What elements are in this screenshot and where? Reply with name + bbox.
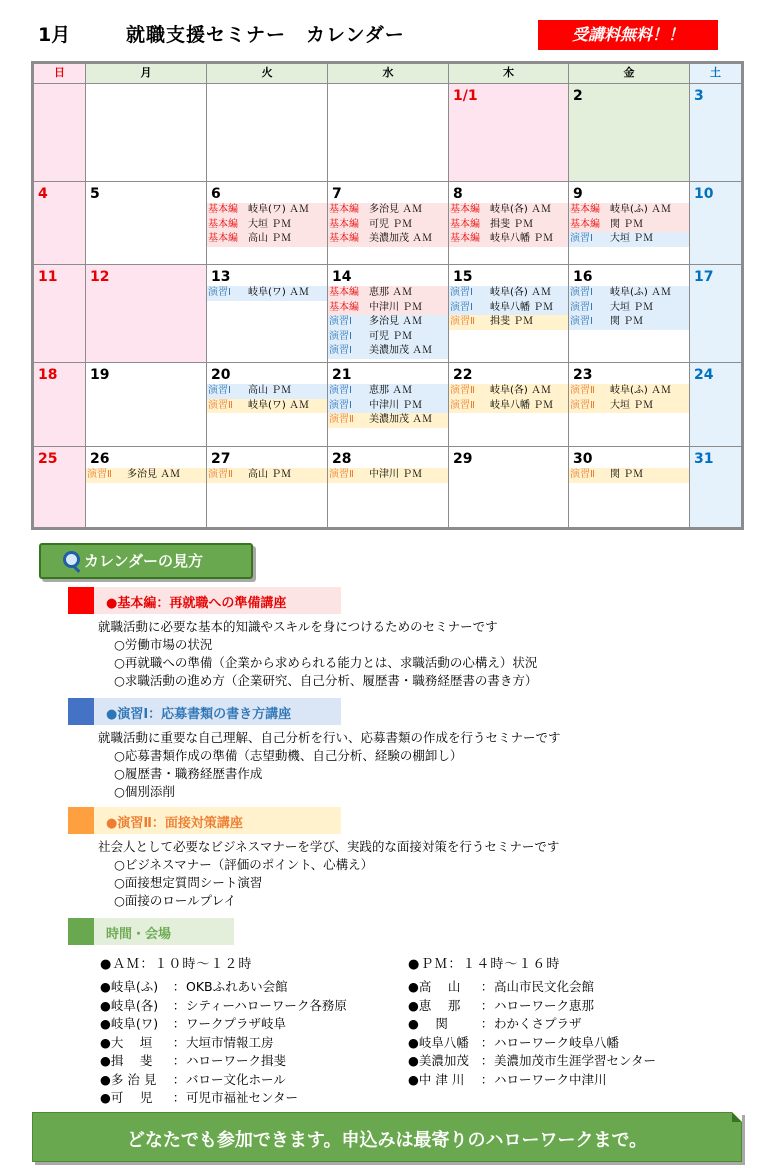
- venue-key: ●可 児: [100, 1090, 153, 1105]
- event-venue: 多治見 ＡＭ: [369, 204, 423, 215]
- event-type: 基本編: [208, 233, 238, 244]
- event-venue: 多治見 ＡＭ: [369, 316, 423, 327]
- event-venue: 中津川 ＰＭ: [369, 469, 423, 480]
- day-number: 3: [694, 88, 704, 104]
- magnifier-icon: [63, 551, 80, 568]
- seminar-event: [86, 468, 206, 483]
- venue-separator: ：: [172, 1053, 186, 1068]
- venue-key: ●中 津 川: [408, 1071, 465, 1087]
- day-cell: [690, 182, 743, 265]
- event-venue: 岐阜(ふ) ＡＭ: [610, 385, 671, 396]
- day-cell: [569, 447, 690, 529]
- seminar-event: [569, 315, 689, 330]
- seminar-event: [207, 468, 327, 483]
- event-type: 基本編: [570, 218, 600, 230]
- week-row: [33, 363, 743, 447]
- event-venue: 岐阜(各) ＡＭ: [490, 287, 551, 298]
- day-number: 18: [38, 367, 58, 383]
- section-label: ●基本編：再就職への準備講座: [106, 596, 287, 611]
- event-type: 演習Ⅱ: [450, 385, 475, 396]
- day-number: 20: [211, 367, 231, 383]
- event-type: 基本編: [450, 218, 480, 230]
- event-type: 演習Ⅱ: [208, 399, 233, 411]
- seminar-event: [569, 384, 689, 399]
- venue-name: ハローワーク揖斐: [186, 1053, 287, 1068]
- venue-name: ハローワーク恵那: [494, 997, 595, 1013]
- day-cell: [207, 265, 328, 363]
- day-number: 1/1: [453, 88, 478, 104]
- event-venue: 美濃加茂 ＡＭ: [369, 414, 433, 425]
- week-row: [33, 447, 743, 529]
- calendar-table: [31, 61, 744, 530]
- day-cell: [86, 84, 207, 182]
- day-number: 15: [453, 269, 473, 285]
- day-cell: [569, 84, 690, 182]
- venue-name: 大垣市情報工房: [186, 1034, 274, 1050]
- section-marker: [68, 698, 94, 725]
- day-cell: [569, 265, 690, 363]
- venue-row: [100, 978, 347, 997]
- day-number: 6: [211, 186, 221, 202]
- seminar-event: [449, 399, 568, 414]
- pm-time: ●ＰＭ：１４時～１６時: [408, 957, 561, 972]
- day-number: 8: [453, 186, 463, 202]
- seminar-event: [328, 232, 448, 247]
- event-type: 演習Ⅰ: [329, 345, 352, 356]
- day-number: 4: [38, 186, 48, 202]
- weekday-header: 火: [207, 63, 328, 84]
- event-type: 演習Ⅱ: [570, 399, 595, 411]
- day-number: 31: [694, 451, 714, 467]
- event-venue: 中津川 ＰＭ: [369, 399, 423, 411]
- section-item: ○労働市場の状況: [114, 637, 213, 652]
- event-venue: 大垣 ＰＭ: [248, 218, 292, 230]
- footer-message: どなたでも参加できます。申込みは最寄りのハローワークまで。: [126, 1130, 648, 1151]
- weekday-header: 水: [328, 63, 449, 84]
- venue-name: わかくさプラザ: [494, 1016, 582, 1031]
- event-venue: 高山 ＰＭ: [248, 469, 292, 480]
- seminar-event: [449, 232, 568, 247]
- venue-row: [100, 1034, 347, 1053]
- event-type: 演習Ⅱ: [329, 414, 354, 425]
- venue-row: [100, 1015, 347, 1034]
- seminar-event: [569, 286, 689, 301]
- seminar-event: [569, 232, 689, 247]
- event-venue: 高山 ＰＭ: [248, 233, 292, 244]
- event-venue: 岐阜(ワ) ＡＭ: [248, 399, 309, 411]
- seminar-event: [449, 301, 568, 316]
- event-type: 基本編: [208, 204, 238, 215]
- event-type: 演習Ⅰ: [570, 287, 593, 298]
- day-number: 26: [90, 451, 110, 467]
- seminar-event: [449, 203, 568, 218]
- venue-separator: ：: [480, 979, 494, 994]
- day-number: 23: [573, 367, 593, 383]
- venue-name: 可児市福祉センター: [186, 1090, 299, 1105]
- venue-name: ハローワーク中津川: [494, 1071, 607, 1087]
- free-badge: 受講料無料！！: [538, 20, 718, 50]
- day-cell: [690, 447, 743, 529]
- section-label: ●演習Ⅱ：面接対策講座: [106, 816, 243, 831]
- event-venue: 高山 ＰＭ: [248, 385, 292, 396]
- event-type: 基本編: [329, 233, 359, 244]
- event-venue: 中津川 ＰＭ: [369, 301, 423, 313]
- event-type: 演習Ⅰ: [329, 399, 352, 411]
- day-cell: [690, 363, 743, 447]
- venue-separator: ：: [480, 1034, 494, 1050]
- seminar-event: [328, 330, 448, 345]
- day-cell: [569, 182, 690, 265]
- venue-list-left: [100, 978, 347, 1108]
- event-type: 基本編: [329, 204, 359, 215]
- event-venue: 岐阜八幡 ＰＭ: [490, 301, 554, 313]
- day-cell: [690, 84, 743, 182]
- event-type: 演習Ⅱ: [329, 469, 354, 480]
- seminar-event: [569, 301, 689, 316]
- calendar-guide-header: [39, 543, 253, 579]
- day-number: 5: [90, 186, 100, 202]
- venue-section-marker: [68, 918, 94, 945]
- venue-separator: ：: [172, 1090, 186, 1105]
- seminar-event: [328, 468, 448, 483]
- venue-row: [100, 1071, 347, 1090]
- seminar-event: [449, 315, 568, 330]
- venue-separator: ：: [172, 1071, 186, 1087]
- event-venue: 美濃加茂 ＡＭ: [369, 233, 433, 244]
- day-number: 2: [573, 88, 583, 104]
- week-row: [33, 182, 743, 265]
- day-number: 27: [211, 451, 231, 467]
- section-desc-text: 就職活動に重要な自己理解、自己分析を行い、応募書類の作成を行うセミナーです: [98, 730, 561, 745]
- venue-name: OKBふれあい会館: [186, 979, 288, 994]
- event-type: 基本編: [570, 204, 600, 215]
- venue-name: バロー文化ホール: [186, 1071, 286, 1087]
- day-cell: [690, 265, 743, 363]
- day-cell: [449, 447, 569, 529]
- seminar-event: [449, 218, 568, 233]
- seminar-event: [207, 286, 327, 301]
- section-description: [98, 838, 559, 910]
- section-header: [68, 807, 341, 834]
- seminar-event: [207, 384, 327, 399]
- event-type: 演習Ⅰ: [570, 233, 593, 244]
- event-type: 演習Ⅰ: [570, 301, 593, 313]
- venue-separator: ：: [172, 1016, 186, 1031]
- day-number: 16: [573, 269, 593, 285]
- event-venue: 多治見 ＡＭ: [127, 469, 181, 480]
- seminar-event: [207, 203, 327, 218]
- seminar-event: [569, 203, 689, 218]
- seminar-event: [569, 468, 689, 483]
- section-item: ○ビジネスマナー（評価のポイント、心構え）: [114, 857, 374, 872]
- event-venue: 美濃加茂 ＡＭ: [369, 345, 433, 356]
- seminar-event: [328, 384, 448, 399]
- event-type: 基本編: [450, 233, 480, 244]
- venue-row: [408, 997, 656, 1016]
- venue-key: ●多 治 見: [100, 1071, 157, 1087]
- day-cell: [328, 447, 449, 529]
- event-type: 演習Ⅰ: [450, 301, 473, 313]
- day-cell: [207, 363, 328, 447]
- event-venue: 恵那 ＡＭ: [369, 385, 413, 396]
- venue-separator: ：: [480, 1071, 494, 1087]
- event-venue: 恵那 ＡＭ: [369, 287, 413, 298]
- event-venue: 関 ＰＭ: [610, 316, 644, 327]
- event-venue: 岐阜八幡 ＰＭ: [490, 233, 554, 244]
- day-number: 21: [332, 367, 352, 383]
- event-type: 演習Ⅱ: [570, 469, 595, 480]
- event-type: 演習Ⅰ: [329, 316, 352, 327]
- venue-key: ●岐阜(ワ): [100, 1016, 159, 1031]
- seminar-event: [449, 384, 568, 399]
- calendar-guide-label: カレンダーの見方: [84, 552, 204, 570]
- day-cell: [449, 265, 569, 363]
- day-cell: [207, 182, 328, 265]
- event-type: 演習Ⅰ: [208, 287, 231, 298]
- section-item: ○履歴書・職務経歴書作成: [114, 766, 263, 781]
- event-type: 演習Ⅱ: [87, 469, 112, 480]
- week-row: [33, 265, 743, 363]
- corner-fold: [732, 1112, 742, 1122]
- venue-separator: ：: [480, 1016, 494, 1031]
- weekday-header: 土: [690, 63, 743, 84]
- section-header: [68, 698, 341, 725]
- venue-separator: ：: [480, 997, 494, 1013]
- event-type: 演習Ⅱ: [208, 469, 233, 480]
- section-desc-text: 就職活動に必要な基本的知識やスキルを身につけるためのセミナーです: [98, 619, 498, 634]
- event-venue: 岐阜(ワ) ＡＭ: [248, 204, 309, 215]
- venue-key: ●大 垣: [100, 1034, 153, 1050]
- footer-banner: [32, 1112, 742, 1162]
- section-item: ○応募書類作成の準備（志望動機、自己分析、経験の棚卸し）: [114, 748, 463, 763]
- seminar-event: [328, 413, 448, 428]
- day-number: 10: [694, 186, 714, 202]
- day-cell: [33, 265, 86, 363]
- section-header: [68, 587, 341, 614]
- venue-row: [100, 1052, 347, 1071]
- venue-name: ハローワーク岐阜八幡: [494, 1034, 620, 1050]
- seminar-event: [207, 218, 327, 233]
- section-desc-text: 社会人として必要なビジネスマナーを学び、実践的な面接対策を行うセミナーです: [98, 839, 560, 854]
- day-cell: [328, 265, 449, 363]
- day-cell: [86, 182, 207, 265]
- am-time: ●ＡＭ：１０時～１２時: [100, 957, 253, 972]
- venue-list-right: [408, 978, 656, 1089]
- event-type: 基本編: [329, 218, 359, 230]
- section-marker: [68, 587, 94, 614]
- day-number: 28: [332, 451, 352, 467]
- day-cell: [328, 363, 449, 447]
- venue-key: ●恵 那: [408, 997, 461, 1013]
- event-venue: 岐阜(ワ) ＡＭ: [248, 287, 309, 298]
- event-type: 基本編: [450, 204, 480, 215]
- section-item: ○面接想定質問シート演習: [114, 875, 263, 890]
- venue-key: ● 関: [408, 1016, 448, 1031]
- seminar-event: [328, 301, 448, 316]
- venue-section-header: [68, 918, 341, 945]
- venue-key: ●岐阜(各): [100, 997, 159, 1013]
- event-type: 演習Ⅰ: [329, 330, 352, 342]
- venue-name: シティーハローワーク各務原: [186, 997, 347, 1013]
- day-number: 14: [332, 269, 352, 285]
- day-cell: [86, 447, 207, 529]
- weekday-header-row: [33, 63, 743, 84]
- section-item: ○再就職への準備（企業から求められる能力とは、求職活動の心構え）状況: [114, 655, 538, 670]
- day-cell: [207, 84, 328, 182]
- day-cell: [33, 363, 86, 447]
- day-number: 24: [694, 367, 714, 383]
- venue-separator: ：: [172, 1034, 186, 1050]
- event-venue: 可児 ＰＭ: [369, 330, 413, 342]
- venue-key: ●岐阜(ふ): [100, 979, 159, 994]
- day-number: 19: [90, 367, 110, 383]
- day-cell: [328, 182, 449, 265]
- event-venue: 関 ＰＭ: [610, 469, 644, 480]
- weekday-header: 月: [86, 63, 207, 84]
- event-venue: 大垣 ＰＭ: [610, 301, 654, 313]
- section-label: ●演習Ⅰ：応募書類の書き方講座: [106, 707, 292, 722]
- section-item: ○個別添削: [114, 784, 175, 799]
- venue-row: [100, 997, 347, 1016]
- event-venue: 大垣 ＰＭ: [610, 399, 654, 411]
- event-type: 基本編: [329, 287, 359, 298]
- venue-key: ●高 山: [408, 979, 461, 994]
- day-cell: [207, 447, 328, 529]
- day-number: [328, 84, 448, 105]
- venue-section-label: 時間・会場: [106, 927, 172, 942]
- seminar-event: [328, 203, 448, 218]
- venue-key: ●揖 斐: [100, 1053, 153, 1068]
- venue-key: ●岐阜八幡: [408, 1034, 469, 1050]
- event-type: 基本編: [208, 218, 238, 230]
- day-cell: [449, 363, 569, 447]
- day-cell: [449, 182, 569, 265]
- section-description: [98, 618, 537, 690]
- day-cell: [569, 363, 690, 447]
- day-number: [86, 84, 206, 105]
- day-number: 12: [90, 269, 110, 285]
- event-type: 演習Ⅱ: [570, 385, 595, 396]
- day-number: [207, 84, 327, 105]
- section-item: ○求職活動の進め方（企業研究、自己分析、履歴書・職務経歴書の書き方）: [114, 673, 538, 688]
- venue-name: ワークプラザ岐阜: [186, 1016, 287, 1031]
- day-number: 13: [211, 269, 231, 285]
- venue-separator: ：: [480, 1053, 494, 1068]
- event-type: 演習Ⅱ: [450, 399, 475, 411]
- section-item: ○面接のロールプレイ: [114, 893, 237, 908]
- day-cell: [33, 84, 86, 182]
- day-cell: [86, 265, 207, 363]
- day-cell: [328, 84, 449, 182]
- seminar-event: [328, 315, 448, 330]
- seminar-event: [328, 344, 448, 359]
- seminar-event: [449, 286, 568, 301]
- venue-row: [408, 978, 656, 997]
- weekday-header: 日: [33, 63, 86, 84]
- day-number: 29: [453, 451, 473, 467]
- event-type: 演習Ⅰ: [450, 287, 473, 298]
- event-venue: 関 ＰＭ: [610, 218, 644, 230]
- venue-separator: ：: [172, 979, 186, 994]
- seminar-event: [207, 399, 327, 414]
- event-venue: 岐阜(各) ＡＭ: [490, 204, 551, 215]
- event-venue: 岐阜(ふ) ＡＭ: [610, 287, 671, 298]
- header: [38, 18, 738, 52]
- day-cell: [33, 182, 86, 265]
- event-type: 演習Ⅱ: [450, 316, 475, 327]
- weekday-header: 金: [569, 63, 690, 84]
- day-number: 30: [573, 451, 593, 467]
- day-number: 11: [38, 269, 58, 285]
- event-venue: 揖斐 ＰＭ: [490, 218, 534, 230]
- venue-name: 高山市民文化会館: [494, 979, 595, 994]
- day-number: [34, 84, 85, 105]
- event-type: 演習Ⅰ: [329, 385, 352, 396]
- event-type: 演習Ⅰ: [208, 385, 231, 396]
- event-venue: 岐阜八幡 ＰＭ: [490, 399, 554, 411]
- event-venue: 岐阜(ふ) ＡＭ: [610, 204, 671, 215]
- venue-row: [408, 1015, 656, 1034]
- page-title: 就職支援セミナー カレンダー: [126, 24, 405, 46]
- seminar-event: [207, 232, 327, 247]
- event-venue: 揖斐 ＰＭ: [490, 316, 534, 327]
- day-number: 9: [573, 186, 583, 202]
- event-venue: 岐阜(各) ＡＭ: [490, 385, 551, 396]
- venue-name: 美濃加茂市生涯学習センター: [494, 1053, 657, 1068]
- day-number: 25: [38, 451, 58, 467]
- venue-row: [408, 1052, 656, 1071]
- day-number: 22: [453, 367, 473, 383]
- day-number: 7: [332, 186, 342, 202]
- venue-key: ●美濃加茂: [408, 1053, 469, 1068]
- seminar-event: [569, 399, 689, 414]
- event-type: 演習Ⅰ: [570, 316, 593, 327]
- week-row: [33, 84, 743, 182]
- venue-separator: ：: [172, 997, 186, 1013]
- day-number: 17: [694, 269, 714, 285]
- venue-row: [100, 1089, 347, 1108]
- day-cell: [449, 84, 569, 182]
- venue-row: [408, 1034, 656, 1053]
- month-label: 1月: [38, 24, 71, 46]
- event-venue: 大垣 ＰＭ: [610, 233, 654, 244]
- event-venue: 可児 ＰＭ: [369, 218, 413, 230]
- seminar-event: [569, 218, 689, 233]
- seminar-event: [328, 399, 448, 414]
- day-cell: [33, 447, 86, 529]
- section-description: [98, 729, 561, 801]
- seminar-event: [328, 286, 448, 301]
- seminar-event: [328, 218, 448, 233]
- section-marker: [68, 807, 94, 834]
- venue-row: [408, 1071, 656, 1090]
- weekday-header: 木: [449, 63, 569, 84]
- event-type: 基本編: [329, 301, 359, 313]
- day-cell: [86, 363, 207, 447]
